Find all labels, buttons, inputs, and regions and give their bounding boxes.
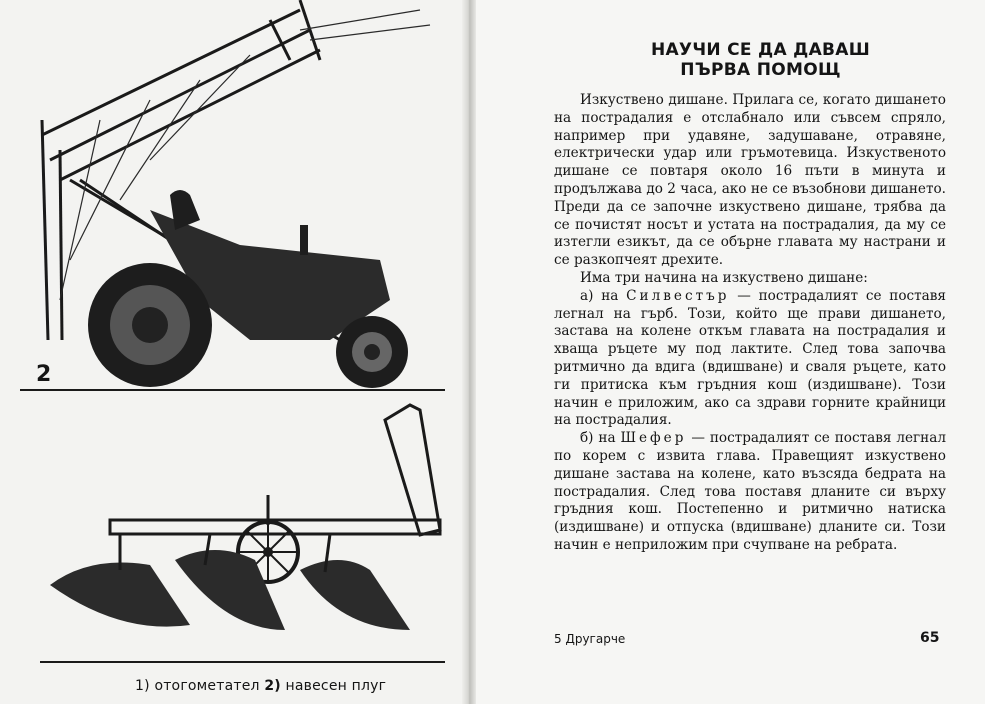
page-title	[476, 40, 985, 80]
book-gutter	[462, 0, 476, 704]
p4-text: — пострадалият се поставя легнал по корем с извита глава. Правещият изкуствено дишане застава на колене, като възсядa бедрата на пострадалия. След това поставя дланите си върху гръдния кош. Постепенно и ритмично натиска (издишване) и отпуска (вдишване) дланите си. Този начин е неприложим при счупване на ребрата.	[554, 430, 946, 553]
paragraph-1: Изкуствено дишане. Прилага се, когато дишането на пострадалия е отслабнало или съвсем спряло, например при удавяне, задушаване, отравяне, електрически удар или гръмотевица. Изкуственото дишане се повтаря около 16 пъти в минута и продължава до 2 часа, ако не се възобнови дишането. Преди да се започне изкуствено дишане, трябва да се почистят носът и устата на пострадалия, да му се изтегли езикът, да се обърне главата му настрани и се разкопчеят дрехите.	[554, 92, 946, 269]
paragraph-4	[554, 430, 946, 555]
paragraph-2: Има три начина на изкуствено дишане:	[580, 269, 868, 286]
left-page	[0, 0, 468, 704]
caption-item2-number: 2)	[264, 678, 281, 694]
page-number: 65	[920, 630, 940, 646]
p3-method-name: Силвестър	[626, 287, 730, 304]
p4-method-name: Шефер	[620, 430, 687, 447]
figure-caption	[135, 678, 435, 694]
caption-item1-number: 1)	[135, 678, 150, 694]
caption-item2-text: навесен плуг	[285, 678, 387, 694]
plough-drawing	[50, 405, 440, 630]
caption-item1-text: отогометател	[154, 678, 260, 694]
p3-prefix: а) на	[580, 287, 619, 304]
illustration	[0, 0, 468, 704]
paragraph-3	[554, 288, 946, 430]
p4-prefix: б) на	[580, 430, 616, 447]
title-line-2: ПЪРВА ПОМОЩ	[680, 60, 841, 80]
article-body	[554, 92, 946, 555]
p3-text: — пострадалият се поставя легнал на гърб. Този, който ще прави дишането, застава на колене откъм главата на пострадалия и хваща ръцете му под лактите. След това започва ритмично да вдига (вдишване) и сваля ръцете, като ги притиска към гръдния кош (издишване). Този начин е приложим, ако са здрави горните крайници на пострадалия.	[554, 287, 946, 429]
title-line-1: НАУЧИ СЕ ДА ДАВАШ	[650, 40, 871, 60]
figure-number: 2	[36, 362, 52, 387]
signature-mark: 5 Другарче	[554, 632, 626, 646]
